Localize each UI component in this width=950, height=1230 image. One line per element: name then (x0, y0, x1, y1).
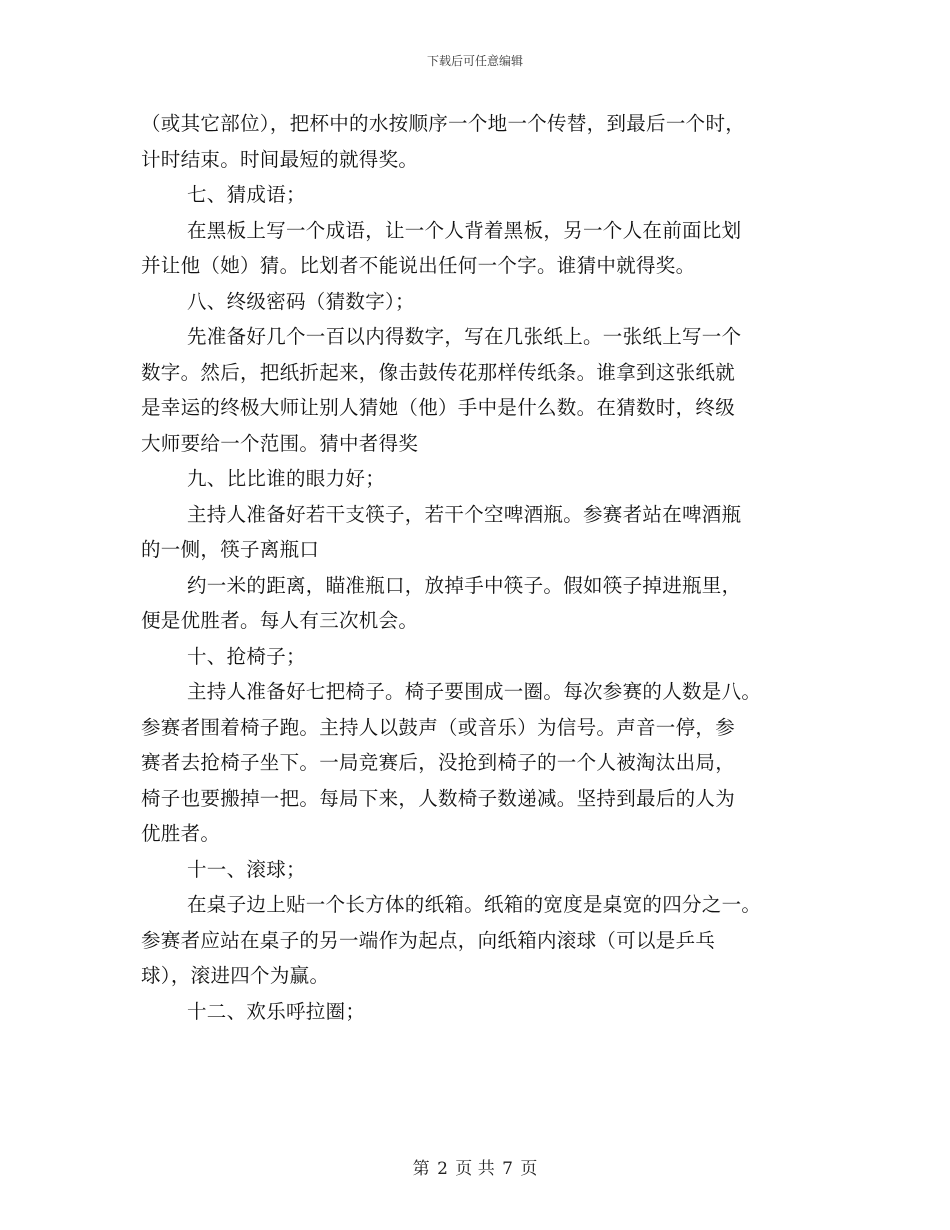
text-line: 计时结束。时间最短的就得奖。 (141, 147, 419, 171)
text-line: 数字。然后，把纸折起来，像击鼓传花那样传纸条。谁拿到这张纸就 (141, 360, 736, 384)
footer-suffix: 页 (520, 1159, 538, 1179)
text-line: 主持人准备好若干支筷子，若干个空啤酒瓶。参赛者站在啤酒瓶 (187, 502, 742, 526)
section-heading: 七、猜成语； (187, 183, 306, 206)
document-body (141, 106, 816, 1029)
section-heading: 八、终级密码（猜数字）； (187, 289, 415, 313)
section-heading: 十二、欢乐呼拉圈； (187, 999, 366, 1023)
footer-current-page: 2 (437, 1159, 448, 1179)
text-line: 是幸运的终极大师让别人猜她（他）手中是什么数。在猜数时，终级 (141, 396, 736, 419)
section-heading: 九、比比谁的眼力好； (187, 467, 386, 490)
text-line: 先准备好几个一百以内得数字，写在几张纸上。一张纸上写一个 (187, 325, 742, 348)
text-line: 参赛者围着椅子跑。主持人以鼓声（或音乐）为信号。声音一停，参 (141, 715, 736, 739)
text-line: 椅子也要搬掉一把。每局下来，人数椅子数递减。坚持到最后的人为 (141, 786, 736, 810)
text-line: 在桌子边上贴一个长方体的纸箱。纸箱的宽度是桌宽的四分之一。 (187, 893, 762, 916)
text-line: 在黑板上写一个成语，让一个人背着黑板，另一个人在前面比划 (187, 218, 742, 242)
text-line: 并让他（她）猜。比划者不能说出任何一个字。谁猜中就得奖。 (141, 254, 696, 277)
page-footer (0, 1154, 950, 1179)
text-line: 球），滚进四个为赢。 (141, 964, 330, 987)
text-line: 便是优胜者。每人有三次机会。 (141, 609, 419, 632)
footer-total-pages: 7 (502, 1159, 513, 1179)
footer-prefix: 第 (412, 1159, 430, 1179)
text-line: 约一米的距离，瞄准瓶口，放掉手中筷子。假如筷子掉进瓶里， (187, 573, 742, 597)
text-line: 大师要给一个范围。猜中者得奖 (141, 431, 419, 455)
text-line: 优胜者。 (141, 822, 221, 845)
section-heading: 十一、滚球； (187, 857, 306, 881)
text-line: 参赛者应站在桌子的另一端作为起点，向纸箱内滚球（可以是乒乓 (141, 928, 716, 952)
text-line: （或其它部位），把杯中的水按顺序一个地一个传替，到最后一个时， (141, 112, 746, 135)
page-header: 下载后可任意编辑 (426, 54, 523, 68)
text-line: 的一侧，筷子离瓶口 (141, 538, 320, 561)
footer-middle: 页 共 (455, 1159, 495, 1179)
text-line: 主持人准备好七把椅子。椅子要围成一圈。每次参赛的人数是八。 (187, 680, 762, 703)
section-heading: 十、抢椅子； (187, 644, 306, 668)
text-line: 赛者去抢椅子坐下。一局竞赛后，没抢到椅子的一个人被淘汰出局， (141, 751, 736, 774)
